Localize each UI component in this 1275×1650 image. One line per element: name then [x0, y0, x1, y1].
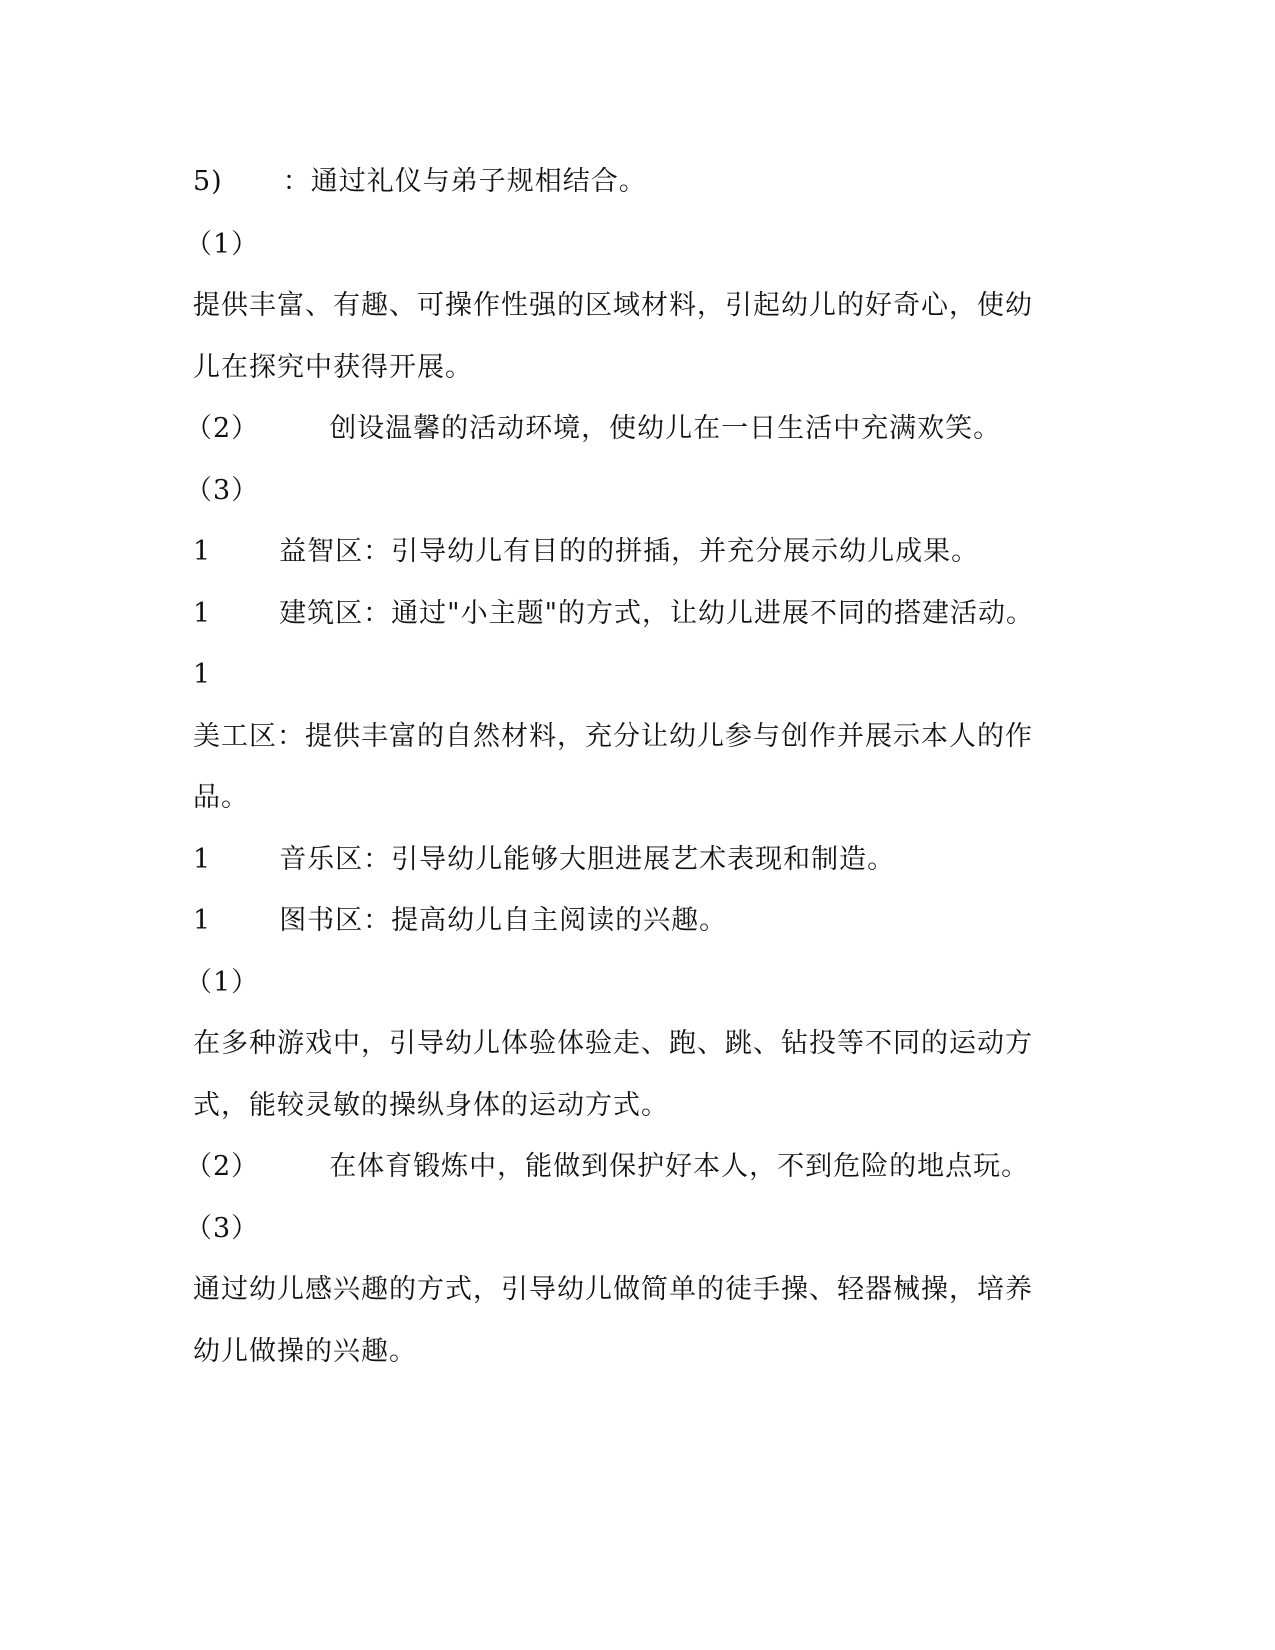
- text-line: [193, 532, 979, 572]
- text-line: [193, 901, 727, 941]
- text-line: [185, 1209, 259, 1249]
- text-line: [185, 963, 259, 1003]
- text-line: [193, 286, 1033, 326]
- list-marker: 1: [193, 659, 212, 690]
- text-line: [193, 1024, 1033, 1064]
- line-text: 图书区：提高幼儿自主阅读的兴趣。: [279, 905, 728, 936]
- line-text: 美工区：提供丰富的自然材料，充分让幼儿参与创作并展示本人的作: [193, 721, 1033, 752]
- line-text: 式，能较灵敏的操纵身体的运动方式。: [193, 1090, 669, 1121]
- text-line: [193, 162, 647, 202]
- text-line: [193, 594, 1034, 634]
- list-marker: （3）: [185, 475, 260, 506]
- line-text: 儿在探究中获得开展。: [193, 352, 473, 383]
- list-marker: 1: [193, 905, 212, 936]
- text-line: [185, 1147, 1029, 1187]
- line-text: 在体育锻炼中，能做到保护好本人，不到危险的地点玩。: [329, 1151, 1030, 1182]
- text-line: [193, 348, 473, 388]
- line-text: ：通过礼仪与弟子规相结合。: [282, 166, 647, 197]
- text-line: [185, 409, 1001, 449]
- text-line: [193, 717, 1033, 757]
- text-line: [185, 225, 259, 265]
- line-text: 提供丰富、有趣、可操作性强的区域材料，引起幼儿的好奇心，使幼: [193, 290, 1033, 321]
- list-marker: 1: [193, 536, 212, 567]
- text-line: [193, 778, 249, 818]
- list-marker: 1: [193, 598, 212, 629]
- line-text: 建筑区：通过"小主题"的方式，让幼儿进展不同的搭建活动。: [279, 598, 1035, 629]
- list-marker: 1: [193, 844, 212, 875]
- line-text: 通过幼儿感兴趣的方式，引导幼儿做简单的徒手操、轻器械操，培养: [193, 1274, 1033, 1305]
- text-line: [193, 840, 895, 880]
- text-line: [193, 1332, 417, 1372]
- text-line: [193, 1086, 669, 1126]
- line-text: 品。: [193, 782, 249, 813]
- list-marker: （2）: [185, 1151, 260, 1182]
- line-text: 创设温馨的活动环境，使幼儿在一日生活中充满欢笑。: [329, 413, 1002, 444]
- line-text: 益智区：引导幼儿有目的的拼插，并充分展示幼儿成果。: [279, 536, 980, 567]
- list-marker: （2）: [185, 413, 260, 444]
- list-marker: （1）: [185, 967, 260, 998]
- list-marker: （3）: [185, 1213, 260, 1244]
- line-text: 幼儿做操的兴趣。: [193, 1336, 417, 1367]
- list-marker: （1）: [185, 229, 260, 260]
- line-text: 在多种游戏中，引导幼儿体验体验走、跑、跳、钻投等不同的运动方: [193, 1028, 1033, 1059]
- line-text: 音乐区：引导幼儿能够大胆进展艺术表现和制造。: [279, 844, 896, 875]
- text-line: [185, 471, 259, 511]
- list-marker: 5): [193, 166, 223, 197]
- text-line: [193, 655, 211, 695]
- text-line: [193, 1270, 1033, 1310]
